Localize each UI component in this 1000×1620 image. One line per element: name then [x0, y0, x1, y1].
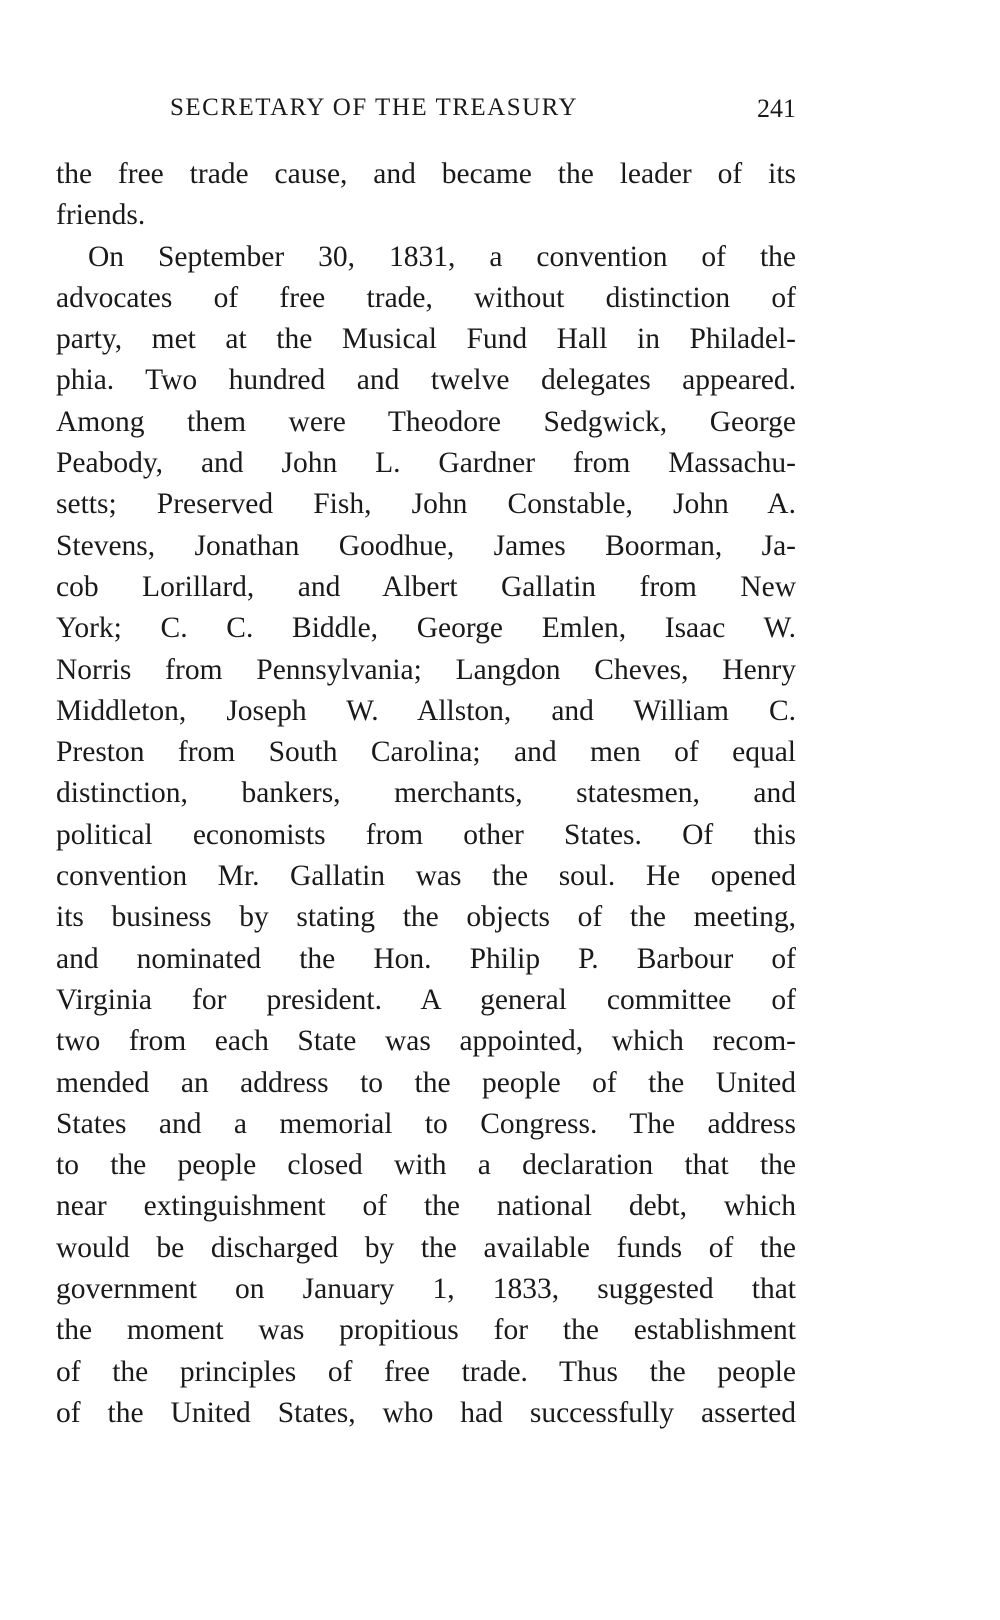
- text-line: political economists from other States. Of this: [56, 818, 796, 851]
- body-text: [56, 154, 796, 1434]
- text-line: phia. Two hundred and twelve delegates appeared.: [56, 364, 796, 397]
- text-line: of the principles of free trade. Thus the people: [56, 1355, 796, 1388]
- text-line: would be discharged by the available funds of the: [56, 1231, 796, 1264]
- text-line: friends.: [56, 199, 146, 232]
- text-line: advocates of free trade, without distinction of: [56, 281, 796, 314]
- text-line: to the people closed with a declaration that the: [56, 1149, 796, 1182]
- text-line: setts; Preserved Fish, John Constable, John A.: [56, 488, 796, 521]
- page-number: 241: [757, 94, 796, 123]
- text-line: Norris from Pennsylvania; Langdon Cheves, Henry: [56, 653, 796, 686]
- running-head: SECRETARY OF THE TREASURY: [170, 94, 579, 121]
- text-line: and nominated the Hon. Philip P. Barbour of: [56, 942, 796, 975]
- text-line: distinction, bankers, merchants, statesmen, and: [56, 777, 796, 810]
- text-line: Virginia for president. A general committee of: [56, 983, 796, 1016]
- text-line: cob Lorillard, and Albert Gallatin from New: [56, 570, 796, 603]
- text-line: the free trade cause, and became the leader of its: [56, 158, 796, 190]
- text-line: two from each State was appointed, which recom-: [56, 1025, 796, 1058]
- page-header: [56, 94, 796, 134]
- text-line: mended an address to the people of the United: [56, 1066, 796, 1099]
- text-line: States and a memorial to Congress. The address: [56, 1107, 796, 1140]
- text-line: near extinguishment of the national debt, which: [56, 1190, 796, 1223]
- text-line: its business by stating the objects of the meeting,: [56, 901, 796, 934]
- text-line: Middleton, Joseph W. Allston, and William C.: [56, 694, 796, 727]
- text-line: government on January 1, 1833, suggested that: [56, 1273, 796, 1306]
- text-line: the moment was propitious for the establishment: [56, 1314, 796, 1347]
- text-line: York; C. C. Biddle, George Emlen, Isaac W.: [56, 612, 796, 645]
- text-line: Stevens, Jonathan Goodhue, James Boorman, Ja-: [56, 529, 796, 562]
- text-line: party, met at the Musical Fund Hall in Philadel-: [56, 323, 796, 356]
- text-line: of the United States, who had successfully asserted: [56, 1396, 796, 1429]
- text-line: convention Mr. Gallatin was the soul. He opened: [56, 860, 796, 893]
- text-line: Preston from South Carolina; and men of equal: [56, 736, 796, 769]
- text-line: Among them were Theodore Sedgwick, George: [56, 405, 796, 438]
- text-line: Peabody, and John L. Gardner from Massachu-: [56, 447, 796, 480]
- text-line: On September 30, 1831, a convention of the: [88, 240, 796, 273]
